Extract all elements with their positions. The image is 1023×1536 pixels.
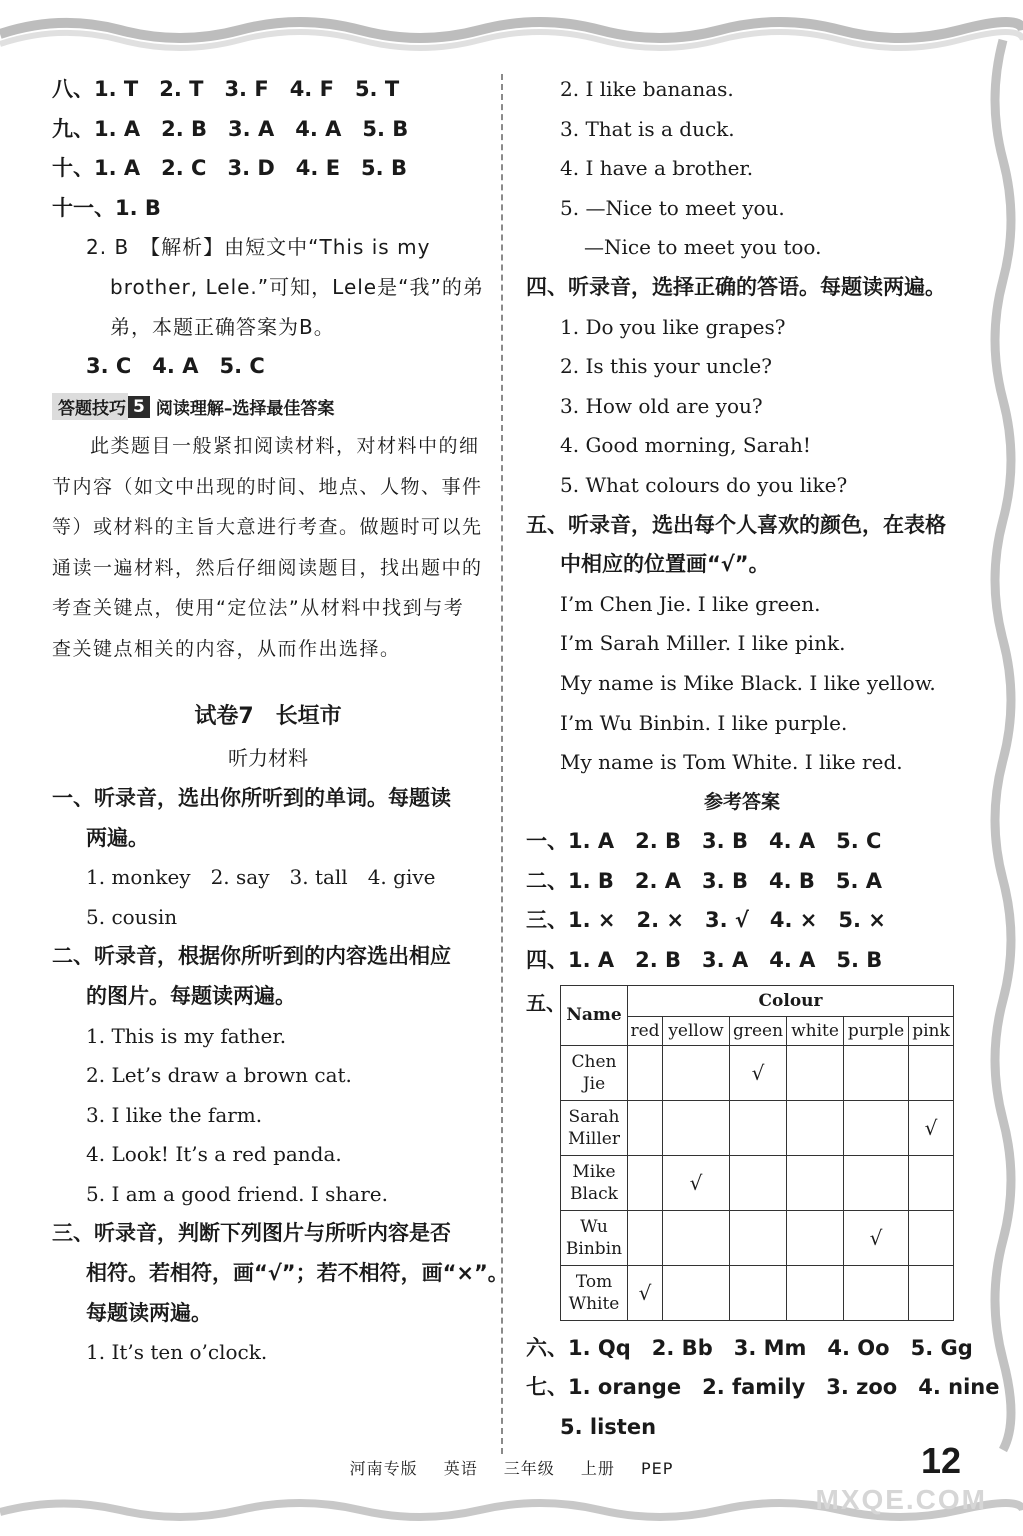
footer-region: 河南专版 xyxy=(349,1459,418,1478)
colour-answer-table xyxy=(560,985,954,1321)
footer-subject: 英语 xyxy=(443,1459,478,1478)
answer-line: 三、1. × 2. × 3. √ 4. × 5. × xyxy=(526,908,886,933)
check-mark: √ xyxy=(689,1170,703,1195)
answer-cell xyxy=(663,1155,730,1210)
section-label: 五、 xyxy=(526,990,566,1015)
student-name-cell: Chen Jie xyxy=(561,1045,628,1100)
answer-line: 七、1. orange 2. family 3. zoo 4. nine xyxy=(526,1375,1000,1400)
listening-item: —Nice to meet you too. xyxy=(584,235,822,260)
colour-header-cell: pink xyxy=(909,1016,954,1045)
answer-cell xyxy=(844,1155,909,1210)
listening-item: My name is Mike Black. I like yellow. xyxy=(560,670,936,695)
answer-line: 3. C 4. A 5. C xyxy=(86,354,265,379)
listening-item: 4. I have a brother. xyxy=(560,156,754,181)
tip-paragraph: 此类题目一般紧扣阅读材料，对材料中的细节内容（如文中出现的时间、地点、人物、事件等）或材料的主旨大意进行考查。做题时可以先通读一遍材料，然后仔细阅读题目，找出题中的考查关键点，使用“定位法”从材料中找到与考查关键点相关的内容，从而作出选择。 xyxy=(52,435,483,660)
listening-item: I’m Wu Binbin. I like purple. xyxy=(560,710,848,735)
answer-cell xyxy=(909,1100,954,1155)
section-heading: 一、听录音，选出你所听到的单词。每题读 xyxy=(52,785,451,810)
answer-cell xyxy=(787,1100,844,1155)
table-row xyxy=(561,1265,954,1320)
answer-tip-heading xyxy=(52,387,484,427)
answer-cell xyxy=(730,1265,787,1320)
answer-line: 二、1. B 2. A 3. B 4. B 5. A xyxy=(526,868,883,893)
listening-item: 5. —Nice to meet you. xyxy=(560,195,785,220)
check-mark: √ xyxy=(638,1280,652,1305)
section-heading: 三、听录音，判断下列图片与所听内容是否 xyxy=(52,1221,451,1246)
colour-header-cell: red xyxy=(628,1016,663,1045)
listening-item: 1. It’s ten o’clock. xyxy=(86,1340,268,1365)
explanation-line: 弟，本题正确答案为B。 xyxy=(110,314,335,339)
table-body xyxy=(561,1045,954,1320)
colour-header-cell: yellow xyxy=(663,1016,730,1045)
listening-item: I’m Chen Jie. I like green. xyxy=(560,591,821,616)
answer-cell xyxy=(787,1045,844,1100)
answer-line: 十、1. A 2. C 3. D 4. E 5. B xyxy=(52,156,407,181)
answer-cell xyxy=(628,1100,663,1155)
section-heading: 二、听录音，根据你所听到的内容选出相应 xyxy=(52,944,451,969)
section-heading: 相符。若相符，画“√”；若不相符，画“×”。 xyxy=(86,1261,509,1286)
table-row xyxy=(561,1045,954,1100)
explanation-line: 2. B 【解析】由短文中“This is my xyxy=(86,235,431,260)
listening-item: My name is Tom White. I like red. xyxy=(560,750,903,775)
answer-cell xyxy=(730,1210,787,1265)
answer-cell xyxy=(663,1265,730,1320)
listening-item: 3. How old are you? xyxy=(560,393,763,418)
listening-item: 5. What colours do you like? xyxy=(560,472,848,497)
listening-item: 3. I like the farm. xyxy=(86,1102,263,1127)
page-number: 12 xyxy=(920,1440,961,1481)
listening-item: 1. monkey 2. say 3. tall 4. give xyxy=(86,865,436,890)
colour-header-cell: white xyxy=(787,1016,844,1045)
student-name-cell: Mike Black xyxy=(561,1155,628,1210)
name-header: Name xyxy=(561,985,628,1045)
answer-cell xyxy=(844,1265,909,1320)
answer-cell xyxy=(663,1100,730,1155)
listening-item: 3. That is a duck. xyxy=(560,116,735,141)
check-mark: √ xyxy=(751,1060,765,1085)
column-divider xyxy=(501,74,503,1454)
colour-header-cell: green xyxy=(730,1016,787,1045)
listening-item: 1. Do you like grapes? xyxy=(560,314,786,339)
listening-item: 5. I am a good friend. I share. xyxy=(86,1181,388,1206)
section-heading: 四、听录音，选择正确的答语。每题读两遍。 xyxy=(526,274,946,299)
colour-header: Colour xyxy=(628,985,954,1016)
colour-header-cell: purple xyxy=(844,1016,909,1045)
student-name-cell: Tom White xyxy=(561,1265,628,1320)
paper-title: 试卷7 长垣市 xyxy=(194,704,342,730)
section-heading: 中相应的位置画“√”。 xyxy=(560,552,770,577)
student-name-cell: Wu Binbin xyxy=(561,1210,628,1265)
answer-line: 一、1. A 2. B 3. B 4. A 5. C xyxy=(526,829,882,854)
footer-grade: 三年级 xyxy=(503,1459,555,1478)
answer-cell xyxy=(909,1155,954,1210)
section-heading: 每题读两遍。 xyxy=(86,1300,212,1325)
left-column xyxy=(52,70,509,1373)
listening-title: 听力材料 xyxy=(228,746,308,771)
listening-item: 2. I like bananas. xyxy=(560,77,734,101)
answer-cell xyxy=(787,1265,844,1320)
answer-cell xyxy=(730,1045,787,1100)
answer-cell xyxy=(663,1210,730,1265)
footer-volume: 上册 xyxy=(580,1459,615,1478)
listening-item: I’m Sarah Miller. I like pink. xyxy=(560,631,846,656)
section-heading: 两遍。 xyxy=(86,825,149,850)
colour-table-block xyxy=(526,985,958,1321)
tip-number: 5 xyxy=(128,396,150,418)
answer-cell xyxy=(663,1045,730,1100)
answer-cell xyxy=(909,1265,954,1320)
answer-cell xyxy=(787,1210,844,1265)
listening-item: 1. This is my father. xyxy=(86,1023,287,1048)
answer-line: 六、1. Qq 2. Bb 3. Mm 4. Oo 5. Gg xyxy=(526,1335,973,1360)
right-column xyxy=(526,70,1000,1447)
footer xyxy=(0,1456,1023,1479)
answer-cell xyxy=(844,1045,909,1100)
answer-line: 十一、1. B xyxy=(52,195,161,220)
watermark: MXQE.COM xyxy=(815,1484,987,1515)
answer-cell xyxy=(909,1045,954,1100)
answer-cell xyxy=(628,1155,663,1210)
explanation-line: brother, Lele.”可知，Lele是“我”的弟 xyxy=(110,274,484,299)
answer-cell xyxy=(628,1210,663,1265)
listening-item: 2. Let’s draw a brown cat. xyxy=(86,1063,352,1088)
answer-cell xyxy=(844,1210,909,1265)
answer-cell xyxy=(787,1155,844,1210)
answers-title: 参考答案 xyxy=(703,790,780,813)
footer-edition: PEP xyxy=(641,1459,674,1478)
listening-item: 2. Is this your uncle? xyxy=(560,354,772,379)
listening-item: 5. cousin xyxy=(86,904,178,929)
decorative-top-border xyxy=(0,0,1023,56)
answer-cell xyxy=(628,1045,663,1100)
listening-item: 4. Good morning, Sarah! xyxy=(560,433,811,458)
section-heading: 的图片。每题读两遍。 xyxy=(86,983,296,1008)
answer-cell xyxy=(730,1155,787,1210)
table-row xyxy=(561,1100,954,1155)
answer-cell xyxy=(844,1100,909,1155)
section-heading: 五、听录音，选出每个人喜欢的颜色，在表格 xyxy=(526,512,946,537)
answer-cell xyxy=(909,1210,954,1265)
answer-line: 九、1. A 2. B 3. A 4. A 5. B xyxy=(52,116,409,141)
student-name-cell: Sarah Miller xyxy=(561,1100,628,1155)
answer-line: 5. listen xyxy=(560,1414,657,1439)
answer-cell xyxy=(628,1265,663,1320)
answer-line: 四、1. A 2. B 3. A 4. A 5. B xyxy=(526,948,883,973)
listening-item: 4. Look! It’s a red panda. xyxy=(86,1142,342,1167)
tip-title: 阅读理解–选择最佳答案 xyxy=(155,399,335,420)
check-mark: √ xyxy=(869,1225,883,1250)
table-row xyxy=(561,1210,954,1265)
answer-cell xyxy=(730,1100,787,1155)
tip-tag: 答题技巧 xyxy=(52,393,128,420)
table-row xyxy=(561,1155,954,1210)
decorative-right-border xyxy=(983,0,1023,1536)
answer-line: 八、1. T 2. T 3. F 4. F 5. T xyxy=(52,77,400,101)
check-mark: √ xyxy=(924,1115,938,1140)
